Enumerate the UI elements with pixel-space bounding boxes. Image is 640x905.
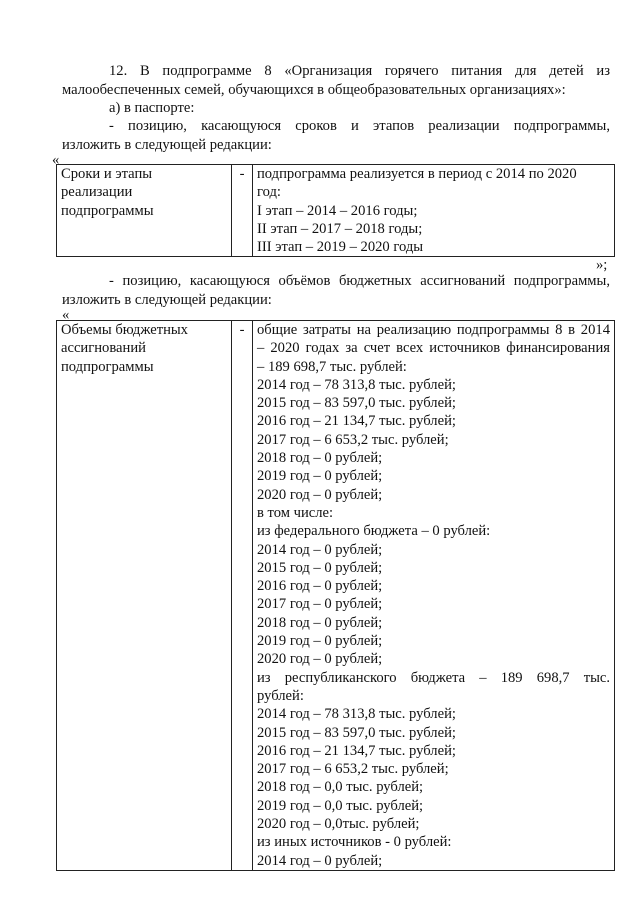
value-cell [253,165,615,257]
value-line: 2015 год – 0 рублей; [257,559,383,576]
value-line: 2014 год – 0 рублей; [257,852,383,869]
item-a-text: а) в паспорте: [109,100,195,116]
position-1-intro-line-1: - позицию, касающуюся сроков и этапов реализации подпрограммы, [109,118,610,134]
value-cell [253,321,615,871]
label-line: Сроки и этапы [61,166,153,182]
value-line: общие затраты на реализацию подпрограммы 8 в 2014 [257,322,610,338]
value-line: 2014 год – 78 313,8 тыс. рублей; [257,706,456,723]
value-line: 2015 год – 83 597,0 тыс. рублей; [257,724,456,741]
table-row [57,165,615,257]
value-line: 2019 год – 0,0 тыс. рублей; [257,797,424,814]
close-quote-1: »; [596,257,608,273]
value-line: 2019 год – 0 рублей; [257,468,383,485]
label-cell [57,321,232,871]
label-cell [57,165,232,257]
value-line: 2018 год – 0 рублей; [257,614,383,631]
value-line: 2019 год – 0 рублей; [257,633,383,650]
value-line: из иных источников - 0 рублей: [257,834,452,851]
value-line: из республиканского бюджета – 189 698,7 тыс. [257,669,610,686]
position-1-intro [62,117,610,154]
dash-cell: - [232,165,253,257]
value-line: 2015 год – 83 597,0 тыс. рублей; [257,395,456,412]
value-line: – 2020 годах за счет всех источников финансирования [257,340,610,357]
label-line: реализации [61,184,133,201]
value-line: 2020 год – 0 рублей; [257,486,383,503]
dash-cell: - [232,321,253,871]
paragraph-12 [62,62,610,99]
value-line: 2017 год – 0 рублей; [257,596,383,613]
table-terms-and-stages [56,164,615,257]
value-line: 2016 год – 21 134,7 тыс. рублей; [257,742,456,759]
value-line: из федерального бюджета – 0 рублей: [257,523,491,540]
position-2-intro [62,272,610,309]
value-line: 2018 год – 0,0 тыс. рублей; [257,779,424,796]
value-line: 2017 год – 6 653,2 тыс. рублей; [257,761,449,778]
value-line: в том числе: [257,504,334,521]
position-2-intro-line-1: - позицию, касающуюся объёмов бюджетных ассигнований подпрограммы, [109,273,610,289]
value-line: 2020 год – 0,0тыс. рублей; [257,816,420,833]
label-line: ассигнований [61,340,146,357]
label-line: подпрограммы [61,202,154,219]
value-line: 2014 год – 78 313,8 тыс. рублей; [257,376,456,393]
table-row [57,321,615,871]
label-line: подпрограммы [61,358,154,375]
value-line: 2020 год – 0 рублей; [257,651,383,668]
value-line: год: [257,184,281,201]
paragraph-12-line-1: 12. В подпрограмме 8 «Организация горячего питания для детей из [109,63,610,79]
value-line: 2018 год – 0 рублей; [257,450,383,467]
paragraph-12-line-2: малообеспеченных семей, обучающихся в общеобразовательных организациях»: [62,81,566,98]
position-1-intro-line-2: изложить в следующей редакции: [62,136,272,153]
label-line: Объемы бюджетных [61,322,188,338]
item-a [62,99,610,118]
value-line: 2016 год – 21 134,7 тыс. рублей; [257,413,456,430]
value-line: 2016 год – 0 рублей; [257,578,383,595]
value-line: II этап – 2017 – 2018 годы; [257,220,423,237]
table-budget-allocations [56,320,615,871]
value-line: III этап – 2019 – 2020 годы [257,239,424,256]
value-line: – 189 698,7 тыс. рублей: [257,358,407,375]
value-line: подпрограмма реализуется в период с 2014 по 2020 [257,166,577,182]
value-line: 2014 год – 0 рублей; [257,541,383,558]
value-line: 2017 год – 6 653,2 тыс. рублей; [257,431,449,448]
position-2-intro-line-2: изложить в следующей редакции: [62,291,272,308]
open-quote-2: « [62,307,70,323]
open-quote-1: « [52,152,60,168]
value-line: I этап – 2014 – 2016 годы; [257,202,418,219]
value-line: рублей: [257,687,304,704]
